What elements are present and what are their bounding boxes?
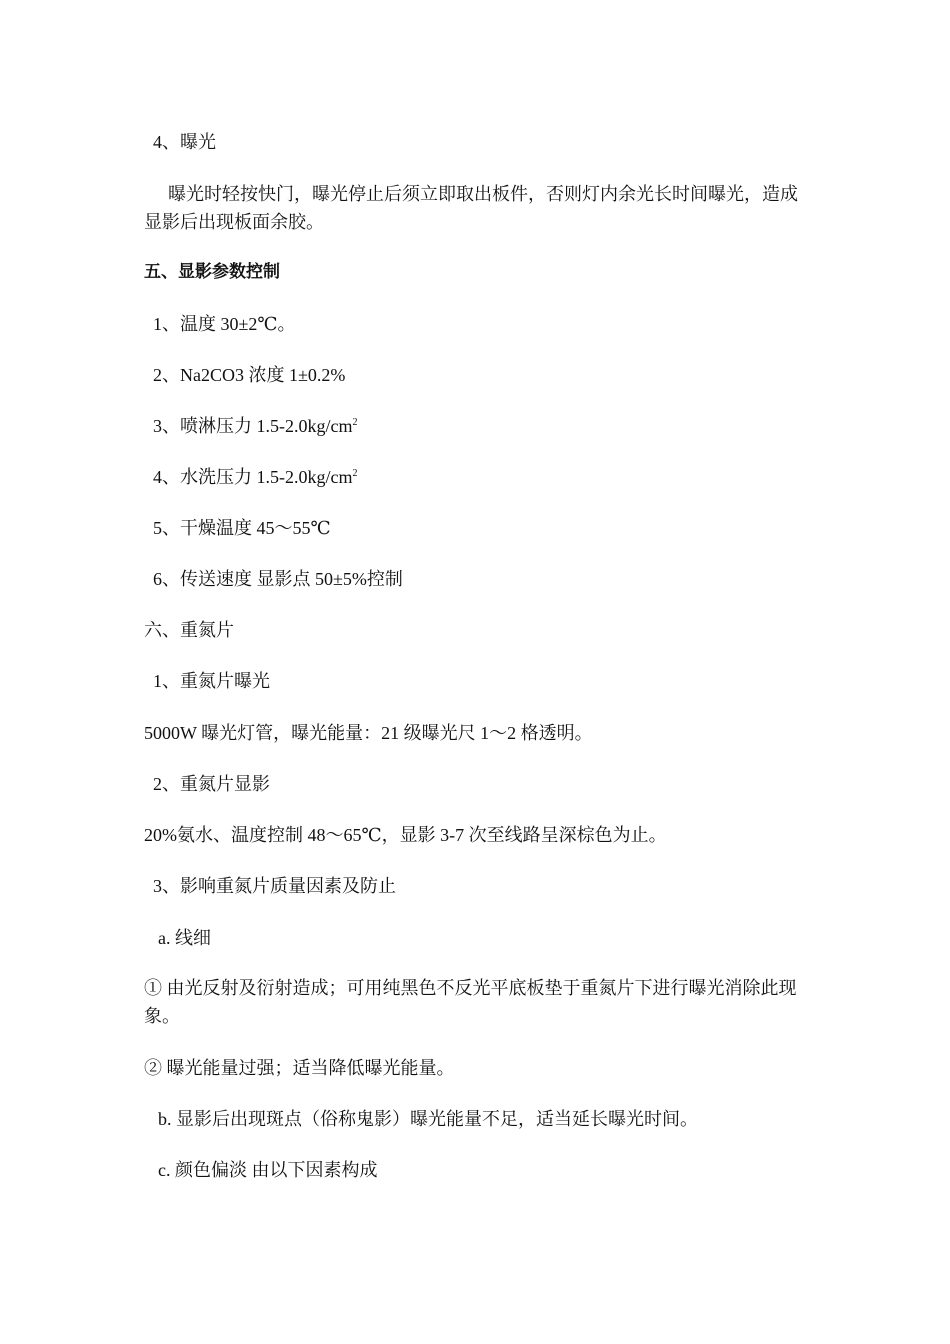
param-wash-pressure (153, 465, 813, 489)
section-heading-diazo: 六、重氮片 (144, 620, 234, 640)
param-conveyor-speed: 6、传送速度 显影点 50±5%控制 (153, 569, 403, 589)
param-spray-pressure (153, 414, 813, 438)
issue-b-ghost-spots: b. 显影后出现斑点（俗称鬼影）曝光能量不足，适当延长曝光时间。 (158, 1109, 698, 1129)
superscript: 2 (352, 417, 358, 428)
cause-2-overexposure: ② 曝光能量过强；适当降低曝光能量。 (144, 1058, 455, 1078)
diazo-exposure-text: 5000W 曝光灯管，曝光能量：21 级曝光尺 1～2 格透明。 (144, 723, 593, 743)
item-exposure-heading: 4、曝光 (153, 132, 216, 152)
diazo-quality-heading: 3、影响重氮片质量因素及防止 (153, 876, 396, 896)
issue-c-faded-color: c. 颜色偏淡 由以下因素构成 (158, 1160, 378, 1180)
diazo-exposure-heading: 1、重氮片曝光 (153, 671, 270, 691)
param-wash-pressure-text: 4、水洗压力 1.5-2.0kg/cm (153, 467, 353, 487)
param-temperature: 1、温度 30±2℃。 (153, 314, 296, 334)
exposure-paragraph: 曝光时轻按快门，曝光停止后须立即取出板件，否则灯内余光长时间曝光，造成显影后出现板面余胶。 (144, 184, 798, 232)
issue-a-thin-lines: a. 线细 (158, 928, 211, 948)
superscript: 2 (352, 468, 358, 479)
param-dry-temperature: 5、干燥温度 45～55℃ (153, 518, 331, 538)
param-concentration: 2、Na2CO3 浓度 1±0.2% (153, 365, 346, 385)
param-spray-pressure-text: 3、喷淋压力 1.5-2.0kg/cm (153, 416, 353, 436)
diazo-develop-text: 20%氨水、温度控制 48～65℃，显影 3-7 次至线路呈深棕色为止。 (144, 825, 667, 845)
diazo-develop-heading: 2、重氮片显影 (153, 774, 270, 794)
section-heading-develop-params: 五、显影参数控制 (144, 262, 280, 282)
cause-1-reflection: ① 由光反射及衍射造成；可用纯黑色不反光平底板垫于重氮片下进行曝光消除此现象。 (144, 978, 797, 1026)
